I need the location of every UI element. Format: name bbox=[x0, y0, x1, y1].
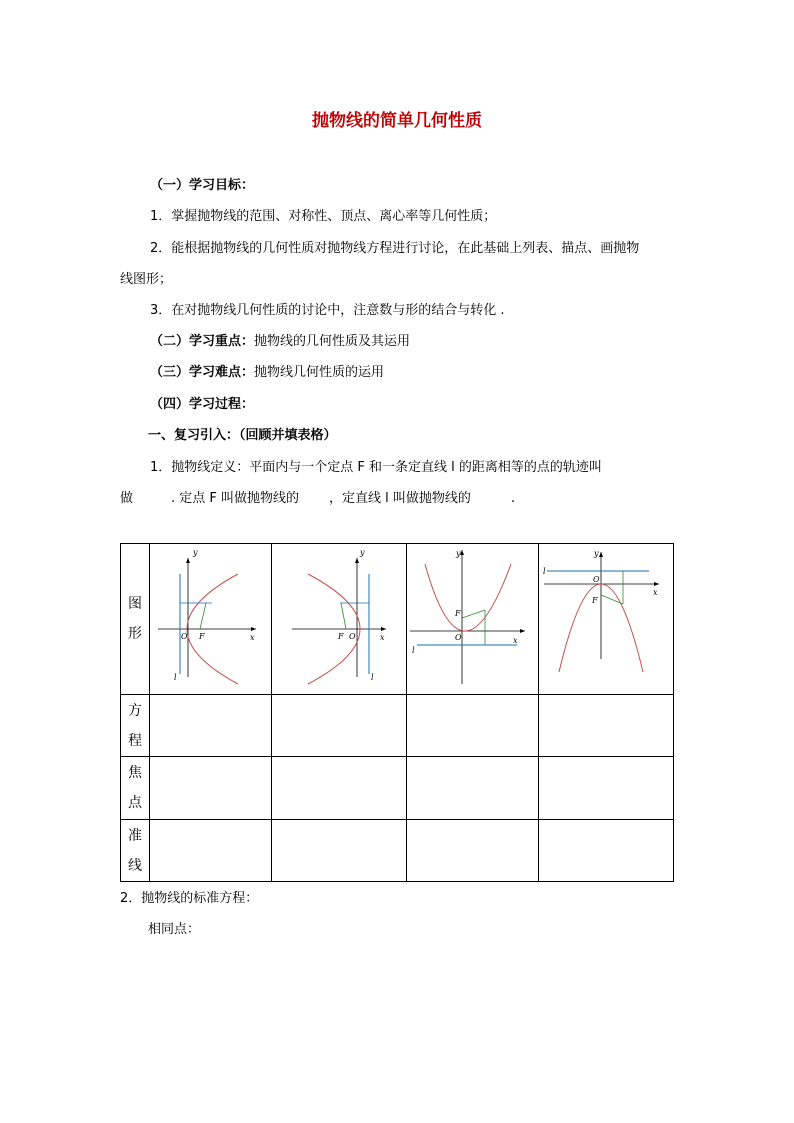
row-label-graph: 图 形 bbox=[121, 544, 150, 695]
y-axis-label: y bbox=[456, 549, 461, 558]
definition-line-2 bbox=[120, 489, 515, 509]
goals-heading: （一）学习目标： bbox=[150, 178, 255, 193]
equation-cell-4[interactable] bbox=[539, 695, 674, 757]
directrix-cell-4[interactable] bbox=[539, 820, 674, 882]
def-word-2: . 定点 F 叫做抛物线的 bbox=[171, 491, 300, 506]
focus-label: F bbox=[455, 609, 461, 618]
goal-2-line-2: 线图形； bbox=[120, 272, 173, 287]
x-axis-label: x bbox=[653, 588, 658, 597]
equation-cell-1[interactable] bbox=[150, 695, 272, 757]
focus-cell-4[interactable] bbox=[539, 757, 674, 820]
origin-label: O bbox=[181, 632, 188, 641]
standard-equation: 2．抛物线的标准方程： bbox=[120, 891, 259, 906]
y-axis-label: y bbox=[594, 549, 599, 558]
graph-cell-left-opening bbox=[272, 544, 407, 695]
y-axis-label: y bbox=[360, 548, 365, 557]
focus-cell-1[interactable] bbox=[150, 757, 272, 820]
graph-cell-down-opening bbox=[539, 544, 674, 695]
graph-cell-up-opening bbox=[407, 544, 539, 695]
page-title: 抛物线的简单几何性质 bbox=[312, 111, 482, 131]
origin-label: O bbox=[455, 633, 462, 642]
key-point bbox=[150, 332, 410, 352]
def-word-1: 做 bbox=[120, 491, 134, 506]
goal-3: 3．在对抛物线几何性质的讨论中，注意数与形的结合与转化 . bbox=[150, 303, 505, 318]
row-label-focus: 焦 点 bbox=[121, 757, 150, 820]
review-heading: 一、复习引入：（回顾并填表格） bbox=[148, 428, 337, 443]
focus-label: F bbox=[199, 632, 205, 641]
difficulty bbox=[150, 363, 384, 383]
focus-cell-2[interactable] bbox=[272, 757, 407, 820]
origin-label: O bbox=[349, 632, 356, 641]
definition-line-1: 1．抛物线定义：平面内与一个定点 F 和一条定直线 l 的距离相等的点的轨迹叫 bbox=[150, 460, 602, 475]
row-label-equation: 方 程 bbox=[121, 695, 150, 757]
row-label-directrix: 准 线 bbox=[121, 820, 150, 882]
parabola-down-graph bbox=[539, 544, 673, 690]
parabola-left-graph bbox=[272, 544, 406, 690]
parabola-right-graph bbox=[150, 544, 271, 690]
x-axis-label: x bbox=[250, 633, 255, 642]
x-axis-label: x bbox=[380, 633, 385, 642]
property-table bbox=[120, 543, 674, 882]
difficulty-text: 抛物线几何性质的运用 bbox=[254, 365, 385, 380]
equation-cell-2[interactable] bbox=[272, 695, 407, 757]
def-word-4: . bbox=[510, 491, 516, 506]
focus-label: F bbox=[338, 632, 344, 641]
goal-2-line-1: 2．能根据抛物线的几何性质对抛物线方程进行讨论，在此基础上列表、描点、画抛物 bbox=[150, 241, 640, 256]
directrix-cell-1[interactable] bbox=[150, 820, 272, 882]
focus-label: F bbox=[592, 596, 598, 605]
directrix-label: l bbox=[371, 673, 374, 682]
x-axis-label: x bbox=[513, 636, 518, 645]
process-heading: （四）学习过程： bbox=[150, 397, 255, 412]
directrix-cell-3[interactable] bbox=[407, 820, 539, 882]
common-points: 相同点： bbox=[148, 922, 201, 937]
graph-cell-right-opening bbox=[150, 544, 272, 695]
goal-1: 1．掌握抛物线的范围、对称性、顶点、离心率等几何性质； bbox=[150, 209, 497, 224]
table-row-directrix bbox=[121, 820, 674, 882]
directrix-label: l bbox=[543, 567, 546, 576]
key-point-text: 抛物线的几何性质及其运用 bbox=[254, 334, 411, 349]
equation-cell-3[interactable] bbox=[407, 695, 539, 757]
directrix-label: l bbox=[174, 673, 177, 682]
key-point-label: （二）学习重点： bbox=[150, 334, 255, 349]
difficulty-label: （三）学习难点： bbox=[150, 365, 255, 380]
table-row-equation bbox=[121, 695, 674, 757]
origin-label: O bbox=[593, 575, 600, 584]
def-word-3: ，定直线 l 叫做抛物线的 bbox=[329, 491, 471, 506]
directrix-label: l bbox=[412, 646, 415, 655]
directrix-cell-2[interactable] bbox=[272, 820, 407, 882]
table-row-focus bbox=[121, 757, 674, 820]
y-axis-label: y bbox=[193, 548, 198, 557]
parabola-up-graph bbox=[407, 544, 538, 690]
focus-cell-3[interactable] bbox=[407, 757, 539, 820]
table-row-graph bbox=[121, 544, 674, 695]
